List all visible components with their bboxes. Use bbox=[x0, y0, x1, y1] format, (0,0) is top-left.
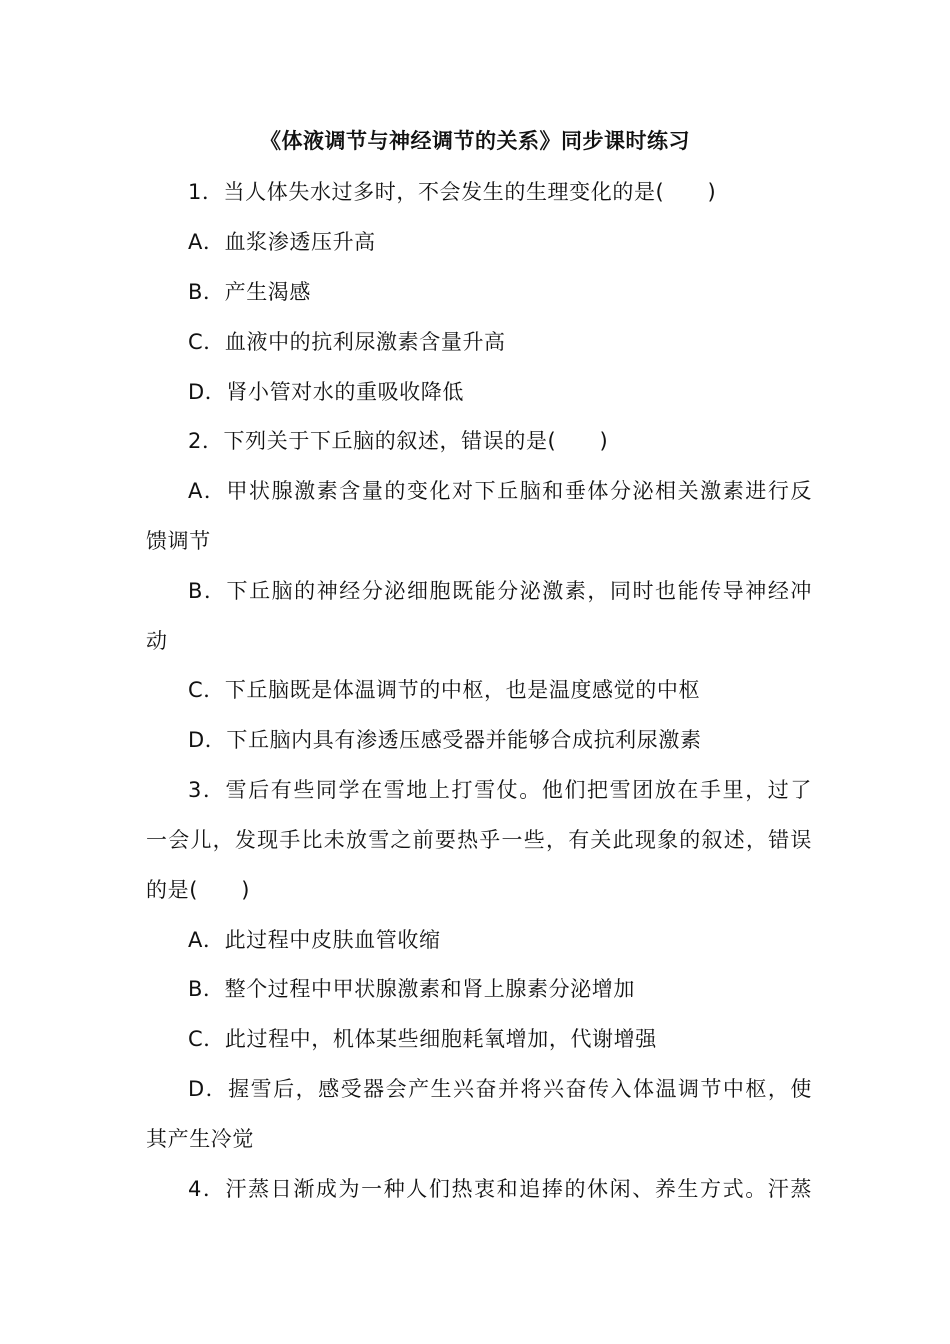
question-3-stem-line-2: 一会儿，发现手比未放雪之前要热乎一些，有关此现象的叙述，错误 bbox=[146, 828, 812, 852]
question-2-stem-line-1: 2．下列关于下丘脑的叙述，错误的是( ) bbox=[188, 429, 609, 453]
question-3-option-c: C．此过程中，机体某些细胞耗氧增加，代谢增强 bbox=[188, 1027, 657, 1051]
question-2-option-b-line-1: B．下丘脑的神经分泌细胞既能分泌激素，同时也能传导神经冲 bbox=[188, 579, 812, 603]
question-2-option-a-line-2: 馈调节 bbox=[146, 529, 211, 553]
question-1-option-c: C．血液中的抗利尿激素含量升高 bbox=[188, 330, 506, 354]
question-2-option-d: D．下丘脑内具有渗透压感受器并能够合成抗利尿激素 bbox=[188, 728, 702, 752]
question-3-stem-line-3: 的是( ) bbox=[146, 878, 250, 902]
question-2-option-a-line-1: A．甲状腺激素含量的变化对下丘脑和垂体分泌相关激素进行反 bbox=[188, 479, 812, 503]
question-3-option-b: B．整个过程中甲状腺激素和肾上腺素分泌增加 bbox=[188, 977, 636, 1001]
question-3-option-a: A．此过程中皮肤血管收缩 bbox=[188, 928, 441, 952]
question-1-option-b: B．产生渴感 bbox=[188, 280, 312, 304]
page-title: 《体液调节与神经调节的关系》同步课时练习 bbox=[260, 129, 690, 153]
question-3-option-d-line-1: D．握雪后，感受器会产生兴奋并将兴奋传入体温调节中枢，使 bbox=[188, 1077, 812, 1101]
question-4-stem-line-1: 4．汗蒸日渐成为一种人们热衷和追捧的休闲、养生方式。汗蒸 bbox=[188, 1177, 812, 1201]
question-1-stem-line-1: 1．当人体失水过多时，不会发生的生理变化的是( ) bbox=[188, 180, 717, 204]
question-3-option-d-line-2: 其产生冷觉 bbox=[146, 1127, 254, 1151]
question-1-option-d: D．肾小管对水的重吸收降低 bbox=[188, 380, 464, 404]
question-1-option-a: A．血浆渗透压升高 bbox=[188, 230, 376, 254]
question-2-option-b-line-2: 动 bbox=[146, 629, 168, 653]
question-3-stem-line-1: 3．雪后有些同学在雪地上打雪仗。他们把雪团放在手里，过了 bbox=[188, 778, 812, 802]
question-2-option-c: C．下丘脑既是体温调节的中枢，也是温度感觉的中枢 bbox=[188, 678, 701, 702]
